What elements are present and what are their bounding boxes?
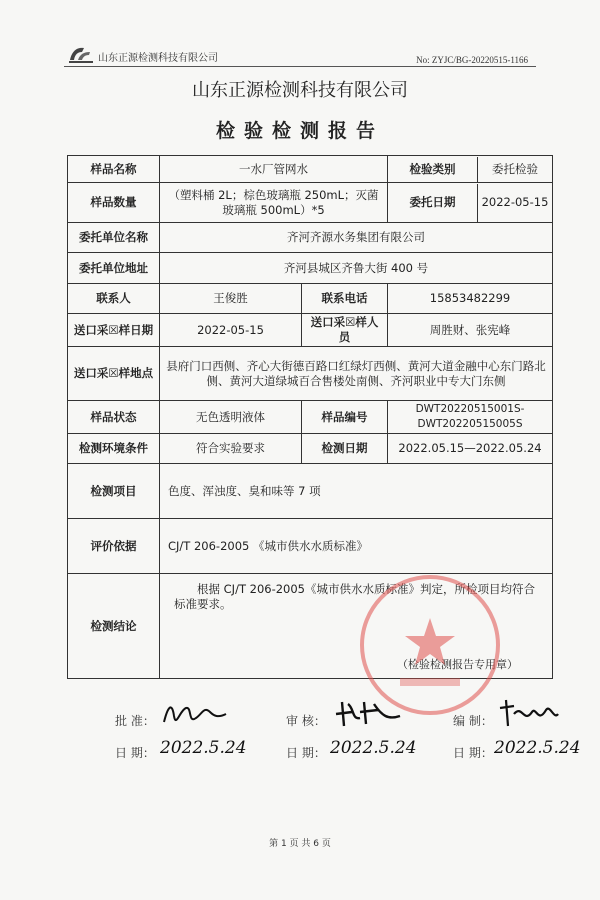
company-title: 山东正源检测科技有限公司	[192, 80, 408, 101]
env-value: 符合实验要求	[160, 434, 302, 464]
compiler-signature-icon	[494, 696, 564, 732]
sampling-date-label: 送口采☒样日期	[68, 314, 160, 347]
test-type-label: 检验类别	[388, 157, 478, 182]
sample-name-label: 样品名称	[68, 156, 160, 183]
table-row	[68, 464, 553, 519]
items-label: 检测项目	[68, 464, 160, 519]
table-row	[68, 223, 553, 253]
contact-label: 联系人	[68, 284, 160, 314]
sample-no-label: 样品编号	[302, 401, 388, 434]
table-row	[68, 156, 553, 183]
approve-label: 批 准：	[115, 714, 155, 728]
review-date-label: 日 期：	[286, 746, 326, 760]
approver-signature-icon	[158, 696, 238, 732]
table-row	[68, 434, 553, 464]
report-number: No: ZYJC/BG-20220515-1166	[416, 55, 528, 65]
table-row	[68, 519, 553, 574]
company-logo-icon	[68, 44, 94, 64]
env-label: 检测环境条件	[68, 434, 160, 464]
reviewer-signature-icon	[330, 694, 410, 732]
phone-label: 联系电话	[302, 284, 388, 314]
sampling-site-value: 县府门口西侧、齐心大街德百路口红绿灯西侧、黄河大道金融中心东门路北侧、黄河大道绿城百合售楼处南侧、齐河职业中专大门东侧	[160, 347, 553, 401]
sample-qty-label: 样品数量	[68, 183, 160, 223]
entrust-date-label: 委托日期	[388, 184, 478, 222]
compile-date-value: 2022.5.24	[494, 738, 581, 758]
client-value: 齐河齐源水务集团有限公司	[160, 223, 553, 253]
entrust-date-value: 2022-05-15	[481, 195, 549, 209]
basis-value: CJ/T 206-2005 《城市供水水质标准》	[160, 519, 553, 574]
header-company-name: 山东正源检测科技有限公司	[98, 53, 218, 64]
table-row	[68, 314, 553, 347]
sampling-site-label: 送口采☒样地点	[68, 347, 160, 401]
page-footer: 第 1 页 共 6 页	[269, 839, 331, 849]
review-label: 审 核：	[286, 714, 326, 728]
stamp-note: （检验检测报告专用章）	[397, 658, 518, 671]
compile-label: 编 制：	[453, 714, 493, 728]
client-addr-label: 委托单位地址	[68, 253, 160, 284]
report-title: 检验检测报告	[215, 120, 384, 142]
approve-date-value: 2022.5.24	[160, 738, 247, 758]
test-date-label: 检测日期	[302, 434, 388, 464]
conclusion-text: 根据 CJ/T 206-2005《城市供水水质标准》判定，所检项目均符合标准要求。	[174, 582, 535, 611]
table-row	[68, 284, 553, 314]
sampler-value: 周胜财、张宪峰	[388, 314, 553, 347]
phone-value: 15853482299	[388, 284, 553, 314]
sample-state-label: 样品状态	[68, 401, 160, 434]
header-brand	[68, 44, 218, 64]
test-type-value: 委托检验	[492, 161, 538, 176]
conclusion-label: 检测结论	[68, 574, 160, 679]
header-divider	[64, 66, 536, 67]
review-date-value: 2022.5.24	[330, 738, 417, 758]
items-value: 色度、浑浊度、臭和味等 7 项	[160, 464, 553, 519]
table-row	[68, 401, 553, 434]
client-label: 委托单位名称	[68, 223, 160, 253]
compile-date-label: 日 期：	[453, 746, 493, 760]
sampler-label: 送口采☒样人员	[302, 314, 388, 347]
contact-value: 王俊胜	[160, 284, 302, 314]
sample-no-value: DWT20220515001S-DWT20220515005S	[388, 401, 553, 434]
test-date-value: 2022.05.15—2022.05.24	[388, 434, 553, 464]
sampling-date-value: 2022-05-15	[160, 314, 302, 347]
sample-qty-value: （塑料桶 2L；棕色玻璃瓶 250mL；灭菌玻璃瓶 500mL）*5	[160, 183, 388, 223]
approve-date-label: 日 期：	[115, 746, 155, 760]
table-row	[68, 183, 553, 223]
table-row	[68, 347, 553, 401]
sample-name-value: 一水厂管网水	[160, 156, 388, 183]
sample-state-value: 无色透明液体	[160, 401, 302, 434]
basis-label: 评价依据	[68, 519, 160, 574]
client-addr-value: 齐河县城区齐鲁大街 400 号	[160, 253, 553, 284]
table-row	[68, 253, 553, 284]
